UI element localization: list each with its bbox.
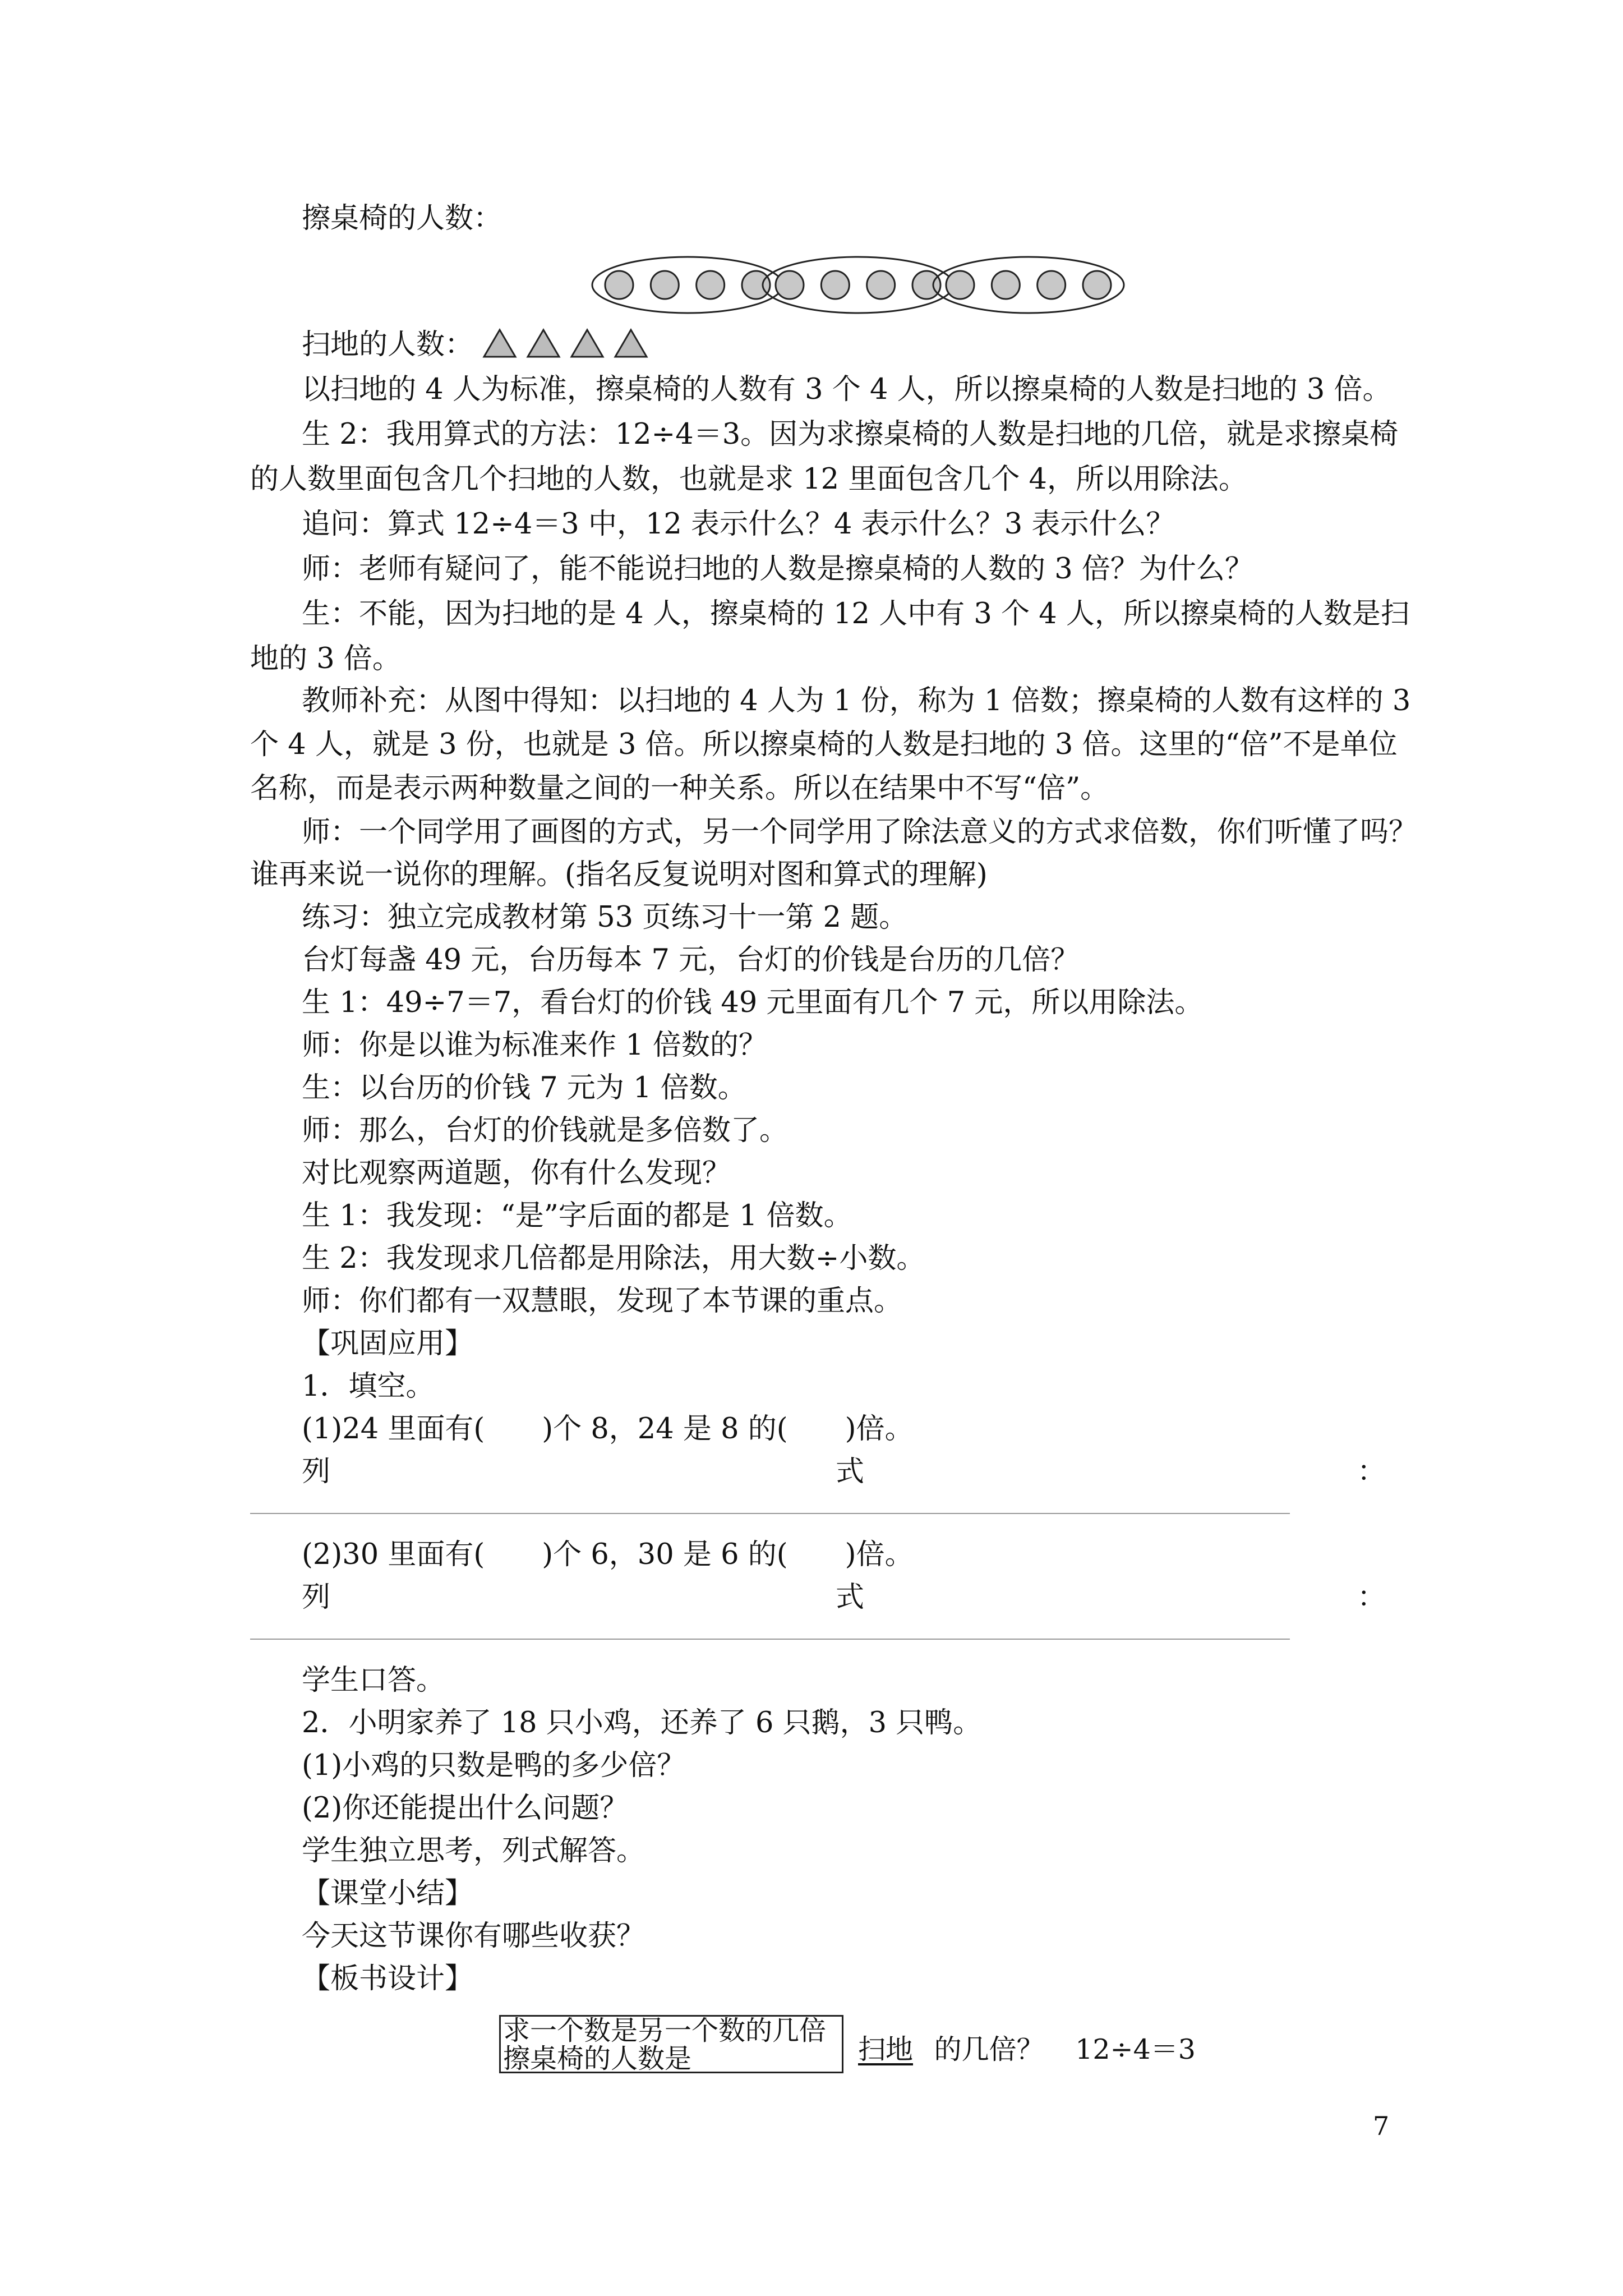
person-triangle <box>482 328 517 358</box>
shi-char: 式 <box>836 1581 865 1614</box>
text-line: 师：你是以谁为标准来作 1 倍数的？ <box>302 1029 767 1062</box>
question-item: (1)小鸡的只数是鸭的多少倍？ <box>302 1749 686 1782</box>
text-line: 谁再来说一说你的理解。(指名反复说明对图和算式的理解) <box>250 858 988 891</box>
colon-char: ： <box>1357 1455 1386 1488</box>
text-line: 生 1：49÷7＝7，看台灯的价钱 49 元里面有几个 7 元，所以用除法。 <box>302 986 1204 1019</box>
question-heading: 1．填空。 <box>302 1370 435 1403</box>
text-line: 以扫地的 4 人为标准，擦桌椅的人数有 3 个 4 人，所以擦桌椅的人数是扫地的 3 倍。 <box>302 373 1391 406</box>
board-box-line1: 求一个数是另一个数的几倍 <box>503 2015 827 2046</box>
shi-char: 式 <box>836 1455 865 1488</box>
person-circle <box>912 271 940 299</box>
text-line: 生：不能，因为扫地的是 4 人，擦桌椅的 12 人中有 3 个 4 人，所以擦桌椅的人数是扫 <box>302 597 1409 631</box>
answer-line[interactable] <box>250 1513 1290 1514</box>
person-circle <box>992 271 1020 299</box>
text-line: 对比观察两道题，你有什么发现？ <box>302 1157 731 1190</box>
board-rest <box>858 2033 1196 2067</box>
wipe-groups-diagram <box>589 250 1127 323</box>
text-line: 今天这节课你有哪些收获？ <box>302 1920 645 1953</box>
person-triangle <box>570 328 605 358</box>
board-box <box>499 2015 843 2073</box>
text-line: 生 2：我发现求几倍都是用除法，用大数÷小数。 <box>302 1242 925 1275</box>
text-line: 练习：独立完成教材第 53 页练习十一第 2 题。 <box>302 901 908 934</box>
text-line: 学生口答。 <box>302 1664 445 1697</box>
text-line: 师：你们都有一双慧眼，发现了本节课的重点。 <box>302 1285 903 1318</box>
lie-char: 列 <box>302 1581 331 1614</box>
text-line: 学生独立思考，列式解答。 <box>302 1834 645 1867</box>
text-line: 名称，而是表示两种数量之间的一种关系。所以在结果中不写“倍”。 <box>250 772 1109 805</box>
person-circle <box>776 271 804 299</box>
text-line: 个 4 人，就是 3 份，也就是 3 倍。所以擦桌椅的人数是扫地的 3 倍。这里的“倍”不是单位 <box>250 728 1398 761</box>
text-line: 生 1：我发现：“是”字后面的都是 1 倍数。 <box>302 1199 852 1232</box>
text-line: 地的 3 倍。 <box>250 642 401 675</box>
section-heading: 【板书设计】 <box>302 1962 474 1995</box>
person-circle <box>651 271 679 299</box>
board-formula: 12÷4＝3 <box>1075 2033 1196 2065</box>
text-line: 师：老师有疑问了，能不能说扫地的人数是擦桌椅的人数的 3 倍？为什么？ <box>302 553 1253 586</box>
section-heading: 【巩固应用】 <box>302 1327 474 1360</box>
question-heading: 2．小明家养了 18 只小鸡，还养了 6 只鹅，3 只鸭。 <box>302 1706 982 1740</box>
text-line: 师：一个同学用了画图的方式，另一个同学用了除法意义的方式求倍数，你们听懂了吗？ <box>302 816 1418 849</box>
text-line: 的人数里面包含几个扫地的人数，也就是求 12 里面包含几个 4，所以用除法。 <box>250 463 1247 496</box>
circle-groups <box>592 257 1124 313</box>
text-line: 教师补充：从图中得知：以扫地的 4 人为 1 份，称为 1 倍数；擦桌椅的人数有这样的 3 <box>302 684 1411 717</box>
question-item: (1)24 里面有( )个 8，24 是 8 的( )倍。 <box>302 1412 914 1446</box>
person-circle <box>1038 271 1066 299</box>
sweep-count-row <box>302 328 657 362</box>
person-circle <box>946 271 974 299</box>
text-line: 追问：算式 12÷4＝3 中，12 表示什么？4 表示什么？3 表示什么？ <box>302 508 1175 541</box>
question-item: (2)30 里面有( )个 6，30 是 6 的( )倍。 <box>302 1538 914 1571</box>
person-triangle <box>614 328 648 358</box>
person-circle <box>821 271 849 299</box>
board-suffix: 的几倍？ <box>934 2033 1044 2065</box>
colon-char: ： <box>1357 1581 1386 1614</box>
person-circle <box>867 271 895 299</box>
person-circle <box>1083 271 1111 299</box>
lie-char: 列 <box>302 1455 331 1488</box>
sweep-count-label: 扫地的人数： <box>302 328 474 361</box>
page-number: 7 <box>1373 2111 1390 2141</box>
text-line: 生 2：我用算式的方法：12÷4＝3。因为求擦桌椅的人数是扫地的几倍，就是求擦桌椅 <box>302 418 1399 451</box>
text-line: 台灯每盏 49 元，台历每本 7 元，台灯的价钱是台历的几倍？ <box>302 944 1080 977</box>
section-heading: 【课堂小结】 <box>302 1877 474 1910</box>
text-line: 师：那么，台灯的价钱就是多倍数了。 <box>302 1114 789 1147</box>
text-line: 生：以台历的价钱 7 元为 1 倍数。 <box>302 1071 746 1105</box>
answer-line[interactable] <box>250 1639 1290 1640</box>
person-triangle <box>526 328 561 358</box>
person-circle <box>742 271 770 299</box>
wipe-count-label: 擦桌椅的人数： <box>302 202 502 235</box>
question-item: (2)你还能提出什么问题？ <box>302 1792 629 1825</box>
board-box-line2: 擦桌椅的人数是 <box>503 2043 692 2074</box>
sweep-triangles <box>482 328 657 361</box>
person-circle <box>697 271 725 299</box>
person-circle <box>605 271 633 299</box>
board-sweep: 扫地 <box>858 2033 914 2065</box>
